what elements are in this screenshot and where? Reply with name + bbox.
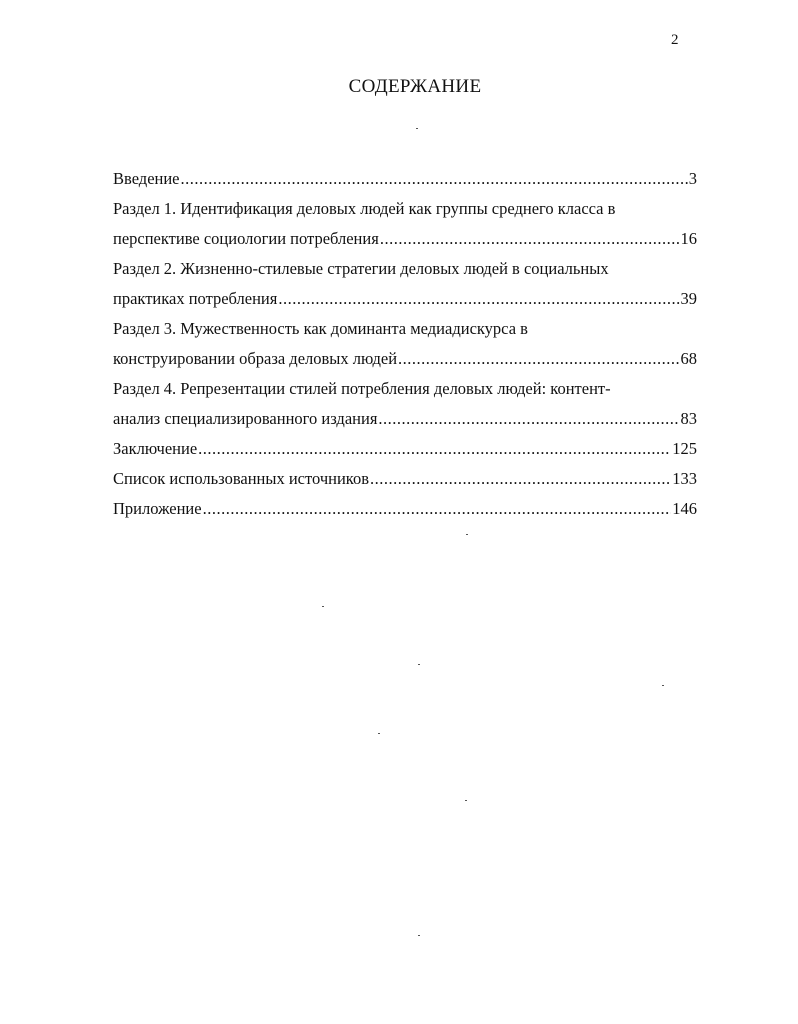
toc-entry-title: Раздел 2. Жизненно-стилевые стратегии деловых людей в социальных xyxy=(113,259,609,278)
toc-entry-title: конструировании образа деловых людей xyxy=(113,349,398,368)
toc-entry-section-3-line-1 xyxy=(113,314,697,344)
toc-entry-references xyxy=(113,464,697,494)
toc-entry-title: практиках потребления xyxy=(113,289,278,308)
toc-page-number: 83 xyxy=(680,409,697,428)
toc-entry-section-2-line-1 xyxy=(113,254,697,284)
toc-page-number: 16 xyxy=(680,229,697,248)
toc-entry-section-4-line-2 xyxy=(113,404,697,434)
scan-speck xyxy=(322,606,324,607)
toc-entry-title: перспективе социологии потребления xyxy=(113,229,379,248)
toc-entry-section-3-line-2 xyxy=(113,344,697,374)
dot-leader xyxy=(203,494,672,524)
dot-leader xyxy=(370,464,671,494)
page-number: 2 xyxy=(671,32,679,48)
scan-speck xyxy=(662,685,664,686)
toc-entry-title: Раздел 1. Идентификация деловых людей как группы среднего класса в xyxy=(113,199,616,218)
dot-leader xyxy=(380,224,680,254)
scan-speck xyxy=(418,935,420,936)
toc-page-number: 133 xyxy=(672,469,697,488)
toc-entry-appendix xyxy=(113,494,697,524)
dot-leader xyxy=(278,284,679,314)
page-title: СОДЕРЖАНИЕ xyxy=(348,76,482,97)
toc-entry-section-1-line-1 xyxy=(113,194,697,224)
toc-entry-introduction xyxy=(113,164,697,194)
toc-page-number: 125 xyxy=(672,439,697,458)
toc-page-number: 3 xyxy=(688,169,697,188)
toc-entry-title: анализ специализированного издания xyxy=(113,409,378,428)
scan-speck xyxy=(378,733,380,734)
table-of-contents xyxy=(113,164,697,524)
toc-entry-section-2-line-2 xyxy=(113,284,697,314)
toc-entry-section-1-line-2 xyxy=(113,224,697,254)
toc-page-number: 39 xyxy=(680,289,697,308)
scan-speck xyxy=(465,800,467,801)
toc-page-number: 68 xyxy=(680,349,697,368)
scan-speck xyxy=(466,534,468,535)
toc-entry-title: Раздел 4. Репрезентации стилей потребления деловых людей: контент- xyxy=(113,379,611,398)
dot-leader xyxy=(398,344,679,374)
dot-leader xyxy=(198,434,671,464)
toc-entry-title: Приложение xyxy=(113,499,202,518)
toc-entry-title: Раздел 3. Мужественность как доминанта медиадискурса в xyxy=(113,319,528,338)
toc-entry-section-4-line-1 xyxy=(113,374,697,404)
toc-entry-title: Список использованных источников xyxy=(113,469,369,488)
toc-entry-conclusion xyxy=(113,434,697,464)
scan-speck xyxy=(418,664,420,665)
scan-speck xyxy=(416,128,418,129)
dot-leader xyxy=(181,164,688,194)
toc-entry-title: Заключение xyxy=(113,439,198,458)
toc-page-number: 146 xyxy=(672,499,697,518)
dot-leader xyxy=(378,404,679,434)
toc-entry-title: Введение xyxy=(113,169,180,188)
